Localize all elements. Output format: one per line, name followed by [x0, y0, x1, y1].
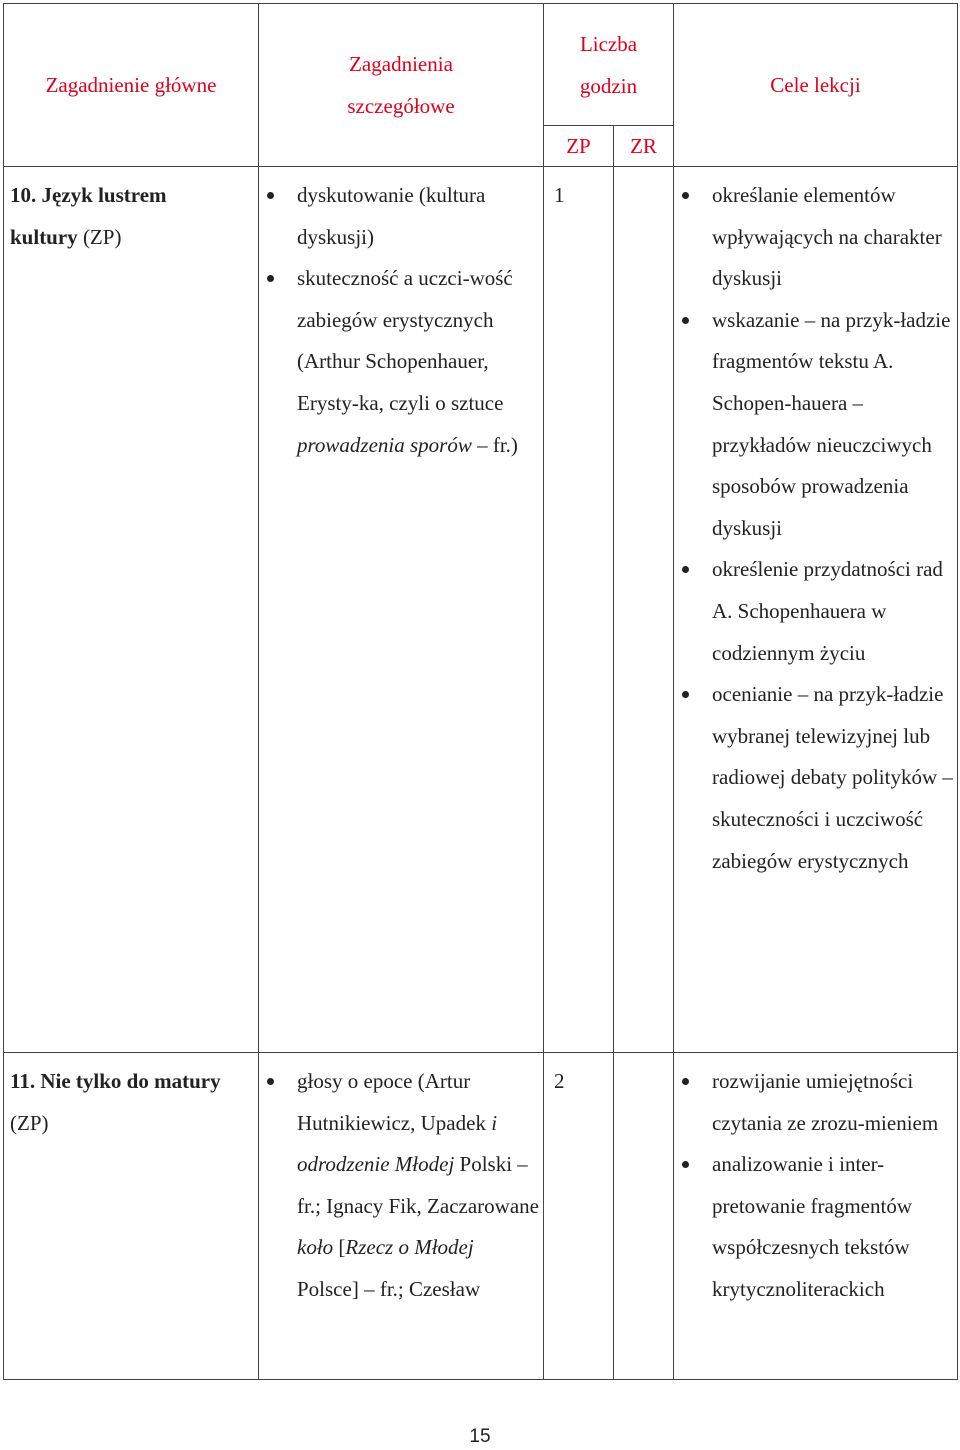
- list-item: ocenianie – na przyk-ładzie wybranej telewizyjnej lub radiowej debaty polityków – skuteczności i uczciwość zabiegów erystycznych: [678, 674, 953, 882]
- list-item: [263, 175, 539, 258]
- list-item-text: Polsce] – fr.; Czesław: [297, 1276, 481, 1301]
- list-item: [263, 258, 539, 466]
- list-item: wskazanie – na przyk-ładzie fragmentów tekstu A. Schopen-hauera – przykładów nieuczciwych sposobów prowadzenia dyskusji: [678, 300, 953, 550]
- header-detailed-topics-text: Zagadnienia szczegółowe: [347, 52, 455, 118]
- list-item-text-italic: prowadzenia sporów: [297, 432, 472, 457]
- lesson-plan-table: [3, 3, 958, 1380]
- table-row: [4, 167, 958, 1053]
- detailed-topics-list: [263, 175, 539, 466]
- header-main-topic: Zagadnienie główne: [4, 4, 259, 167]
- list-item: określenie przydatności rad A. Schopenhauera w codziennym życiu: [678, 549, 953, 674]
- lesson-goals-list: [678, 1061, 953, 1311]
- hours-zr-cell: [614, 1053, 674, 1380]
- header-row: [4, 4, 958, 126]
- header-hours: [544, 4, 674, 126]
- main-topic-tag: (ZP): [10, 1110, 49, 1135]
- header-detailed-topics: [259, 4, 544, 167]
- list-item-text: [: [333, 1235, 346, 1260]
- list-item: analizowanie i inter-pretowanie fragmentów współczesnych tekstów krytycznoliterackich: [678, 1144, 953, 1310]
- header-hours-zp: ZP: [544, 126, 614, 167]
- lesson-goals-list: [678, 175, 953, 882]
- main-topic-title-cont: kultury: [10, 224, 78, 249]
- detailed-topics-cell: [259, 1053, 544, 1380]
- list-item-text: Polski – fr.; Ignacy Fik, Zaczarowane: [297, 1152, 539, 1218]
- hours-zr-cell: [614, 167, 674, 1053]
- lesson-goals-cell: [674, 167, 958, 1053]
- lesson-goals-cell: [674, 1053, 958, 1380]
- header-hours-zr: ZR: [614, 126, 674, 167]
- list-item-text: dyskutowanie (kultura dyskusji): [297, 183, 486, 249]
- header-lesson-goals: Cele lekcji: [674, 4, 958, 167]
- list-item-text-italic: Rzecz o Młodej: [345, 1235, 474, 1260]
- main-topic-title: 10. Język lustrem: [10, 183, 167, 207]
- list-item-text: skuteczność a uczci-wość zabiegów erystycznych (Arthur Schopenhauer, Erysty-ka, czyli o sztuce: [297, 266, 513, 415]
- list-item-text: – fr.): [471, 432, 518, 457]
- main-topic-cell: [4, 1053, 259, 1380]
- main-topic-cell: [4, 167, 259, 1053]
- hours-zp-cell: 2: [544, 1053, 614, 1380]
- list-item-text: głosy o epoce (Artur Hutnikiewicz, Upadek: [297, 1069, 492, 1135]
- list-item: [263, 1061, 539, 1311]
- list-item: określanie elementów wpływających na charakter dyskusji: [678, 175, 953, 300]
- header-hours-text: Liczba godzin: [579, 31, 638, 98]
- page-number: 15: [469, 1426, 491, 1447]
- list-item-text-italic: i odrodzenie Młodej: [297, 1110, 498, 1177]
- list-item: rozwijanie umiejętności czytania ze zrozu-mieniem: [678, 1061, 953, 1144]
- list-item-text-italic: koło: [297, 1235, 334, 1260]
- detailed-topics-list: [263, 1061, 539, 1311]
- hours-zp-cell: 1: [544, 167, 614, 1053]
- table-row: [4, 1053, 958, 1380]
- detailed-topics-cell: [259, 167, 544, 1053]
- main-topic-tag: (ZP): [77, 224, 122, 249]
- main-topic-title: 11. Nie tylko do matury: [10, 1069, 221, 1093]
